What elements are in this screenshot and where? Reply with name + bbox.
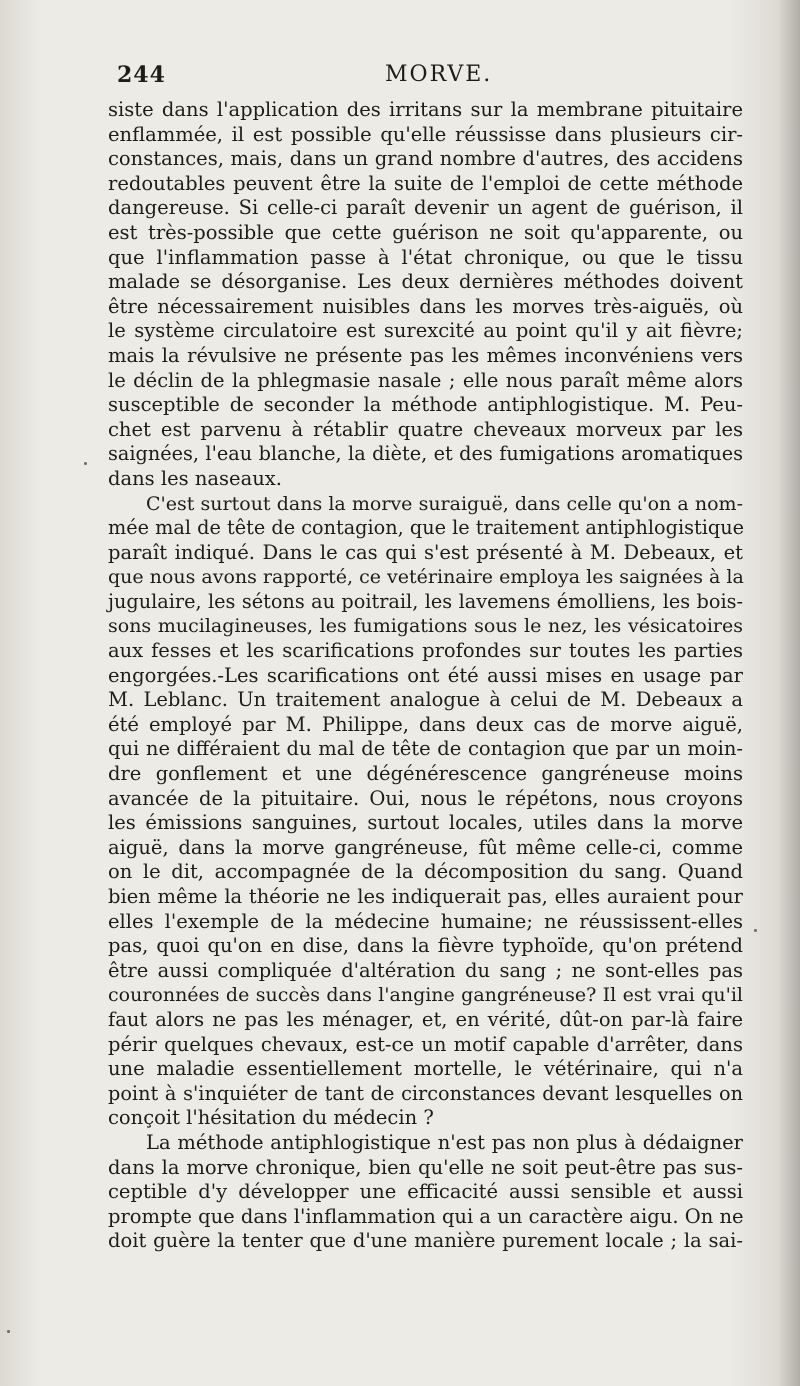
- text-line: engorgées.-Les scarifications ont été aussi mises en usage par: [108, 663, 743, 687]
- paragraph-start-line: C'est surtout dans la morve suraiguë, dans celle qu'on a nom-: [146, 492, 743, 515]
- text-line: doit guère la tenter que d'une manière purement locale ; la sai-: [108, 1229, 743, 1253]
- page-edge-shadow: [778, 0, 800, 1386]
- text-line: dangereuse. Si celle-ci paraît devenir un agent de guérison, il: [108, 196, 743, 220]
- text-line: pas, quoi qu'on en dise, dans la fièvre typhoïde, qu'on prétend: [108, 934, 743, 958]
- text-line: sons mucilagineuses, les fumigations sous le nez, les vésicatoires: [108, 615, 743, 638]
- paper-speck: [7, 1330, 10, 1333]
- text-line: périr quelques chevaux, est-ce un motif capable d'arrêter, dans: [108, 1032, 743, 1056]
- text-line: que nous avons rapporté, ce vetérinaire employa les saignées à la: [108, 566, 744, 589]
- text-line: que l'inflammation passe à l'état chronique, ou que le tissu: [108, 245, 743, 269]
- text-line: aiguë, dans la morve gangréneuse, fût même celle-ci, comme: [108, 835, 743, 859]
- text-line: le déclin de la phlegmasie nasale ; elle nous paraît même alors: [108, 368, 743, 392]
- text-line: avancée de la pituitaire. Oui, nous le répétons, nous croyons: [108, 786, 743, 810]
- text-line: été employé par M. Philippe, dans deux cas de morve aiguë,: [108, 712, 743, 736]
- text-line: être nécessairement nuisibles dans les morves très-aiguës, où: [108, 294, 743, 318]
- text-line: une maladie essentiellement mortelle, le vétérinaire, qui n'a: [108, 1057, 743, 1081]
- paragraph-start-line: La méthode antiphlogistique n'est pas non plus à dédaigner: [146, 1130, 743, 1154]
- text-line: paraît indiqué. Dans le cas qui s'est présenté à M. Debeaux, et: [108, 540, 743, 564]
- text-line: mais la révulsive ne présente pas les mêmes inconvéniens vers: [108, 343, 743, 367]
- text-line: bien même la théorie ne les indiquerait pas, elles auraient pour: [108, 885, 743, 908]
- text-line: le système circulatoire est surexcité au point qu'il y ait fièvre;: [108, 319, 743, 343]
- text-line: malade se désorganise. Les deux dernières méthodes doivent: [108, 270, 743, 294]
- page-number: 244: [117, 62, 166, 88]
- running-head: MORVE.: [385, 62, 493, 87]
- text-line: les émissions sanguines, surtout locales, utiles dans la morve: [108, 811, 743, 835]
- text-line: être aussi compliquée d'altération du sang ; ne sont-elles pas: [108, 958, 743, 982]
- text-line: est très-possible que cette guérison ne soit qu'apparente, ou: [108, 220, 743, 244]
- text-line: couronnées de succès dans l'angine gangréneuse? Il est vrai qu'il: [108, 984, 743, 1007]
- text-line: saignées, l'eau blanche, la diète, et des fumigations aromatiques: [108, 442, 743, 466]
- text-line: faut alors ne pas les ménager, et, en vérité, dût-on par-là faire: [108, 1007, 743, 1031]
- text-line: point à s'inquiéter de tant de circonstances devant lesquelles on: [108, 1081, 743, 1105]
- text-line: jugulaire, les sétons au poitrail, les lavemens émolliens, les bois-: [108, 589, 743, 613]
- text-line: ceptible d'y développer une efficacité aussi sensible et aussi: [108, 1180, 743, 1204]
- page-header: [117, 62, 737, 92]
- text-line: dans la morve chronique, bien qu'elle ne soit peut-être pas sus-: [108, 1155, 743, 1179]
- paper-speck: [754, 929, 757, 932]
- paragraph-end-line: conçoit l'hésitation du médecin ?: [108, 1106, 434, 1130]
- text-line: susceptible de seconder la méthode antiphlogistique. M. Peu-: [108, 393, 743, 417]
- text-line: redoutables peuvent être la suite de l'emploi de cette méthode: [108, 171, 743, 195]
- text-line: qui ne différaient du mal de tête de contagion que par un moin-: [108, 737, 743, 761]
- paper-speck: [84, 462, 87, 465]
- text-line: mée mal de tête de contagion, que le traitement antiphlogistique: [108, 516, 744, 540]
- text-line: elles l'exemple de la médecine humaine; ne réussissent-elles: [108, 909, 743, 933]
- text-line: siste dans l'application des irritans sur la membrane pituitaire: [108, 98, 743, 121]
- text-line: on le dit, accompagnée de la décomposition du sang. Quand: [108, 860, 743, 884]
- text-line: dre gonflement et une dégénérescence gangréneuse moins: [108, 762, 743, 786]
- text-line: chet est parvenu à rétablir quatre cheveaux morveux par les: [108, 417, 743, 441]
- text-line: aux fesses et les scarifications profondes sur toutes les parties: [108, 639, 743, 663]
- text-line: constances, mais, dans un grand nombre d'autres, des accidens: [108, 147, 743, 171]
- text-line: M. Leblanc. Un traitement analogue à celui de M. Debeaux a: [108, 688, 743, 712]
- text-line: enflammée, il est possible qu'elle réussisse dans plusieurs cir-: [108, 122, 743, 146]
- text-line: prompte que dans l'inflammation qui a un caractère aigu. On ne: [108, 1204, 744, 1228]
- paragraph-end-line: dans les naseaux.: [108, 466, 282, 490]
- body-text: [108, 98, 743, 1254]
